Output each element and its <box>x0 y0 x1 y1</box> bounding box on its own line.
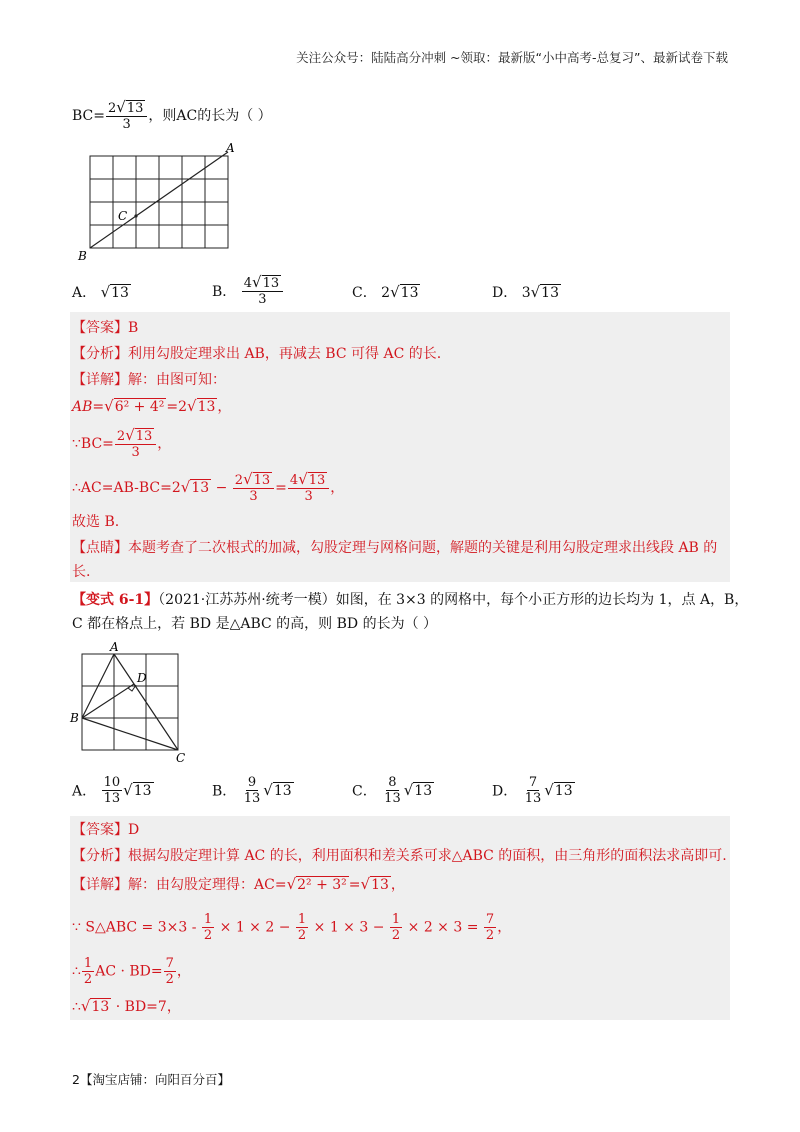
q1-comment-2: 长. <box>72 564 91 580</box>
q2-stem-1: 【变式 6-1】（2021·江苏苏州·统考一模）如图，在 3×3 的网格中，每个小正方形的边长均为 1，点 A，B， <box>72 592 749 608</box>
q1-grid-figure <box>72 140 252 265</box>
q1-point-c <box>134 214 137 217</box>
q1-stem <box>72 100 272 132</box>
q2-option-b: B． $\frac{9}{13}$ √13 <box>212 775 292 806</box>
q1-analysis: 【分析】利用勾股定理求出 AB，再减去 BC 可得 AC 的长. <box>72 346 442 362</box>
q1-option-d: D． 3√13 <box>492 283 559 301</box>
q2-label-b: B <box>70 711 79 725</box>
q2-detail-line1: 【详解】解：由勾股定理得：AC=√2² + 3² =√13 ， <box>72 875 405 893</box>
q1-detail-line1: AB=√6² + 4² =2√13 ， <box>72 397 232 415</box>
q2-altitude-bd <box>82 684 134 718</box>
q1-detail-line2: ∵BC= $\frac{2√13}{3}$ ， <box>72 426 172 460</box>
q1-bc-fraction: $\frac{2√13}{3}$ <box>106 100 147 132</box>
q2-tag: 【变式 6-1】 <box>72 592 159 608</box>
q2-option-a: A． $\frac{10}{13}$ √13 <box>72 775 152 806</box>
page-header: 关注公众号：陆陆高分冲刺 ~领取：最新版“小中高考-总复习”、最新试卷下载 <box>296 50 728 65</box>
q2-detail-line2: ∵ S△ABC = 3×3 - $\frac{1}{2}$ × 1 × 2 − $\frac{1}{2}$ × 1 × 3 − $\frac{1}{2}$ × 2 × 3 = $\frac{7}{2}$ ， <box>72 912 512 943</box>
q2-triangle <box>82 654 178 750</box>
q1-option-a: A． √13 <box>72 283 129 301</box>
q1-detail-heading: 【详解】解：由图可知： <box>72 372 226 388</box>
q1-option-b: B． $\frac{4√13}{3}$ <box>212 275 284 307</box>
q1-option-c: C． 2√13 <box>352 283 419 301</box>
q2-option-c: C． $\frac{8}{13}$ √13 <box>352 775 433 806</box>
q2-answer: 【答案】D <box>72 822 140 838</box>
q2-detail-line3: ∴ $\frac{1}{2}$ AC · BD= $\frac{7}{2}$ ， <box>72 956 191 987</box>
page-footer: 2【淘宝店铺：向阳百分百】 <box>72 1072 230 1087</box>
q2-stem-2: C 都在格点上，若 BD 是△ABC 的高，则 BD 的长为（ ） <box>72 616 438 632</box>
q2-detail-line4: ∴√13 · BD=7， <box>72 997 181 1015</box>
q2-label-c: C <box>176 751 186 765</box>
q1-label-a: A <box>226 141 235 155</box>
q1-label-c: C <box>118 209 128 223</box>
q2-analysis: 【分析】根据勾股定理计算 AC 的长，利用面积和差关系可求△ABC 的面积，由三角形的面积法求高即可. <box>72 848 727 864</box>
q2-grid-figure <box>68 640 198 765</box>
q1-stem-pre: BC= <box>72 108 105 124</box>
q2-grid-lines <box>82 654 178 750</box>
q1-answer: 【答案】B <box>72 320 139 336</box>
q2-label-a: A <box>110 640 119 654</box>
q1-label-b: B <box>78 249 87 263</box>
q1-detail-line3: ∴AC=AB-BC=2√13 − $\frac{2√13}{3}$ = $\frac{4√13}{3}$ ， <box>72 470 345 504</box>
q2-option-d: D． $\frac{7}{13}$ √13 <box>492 775 573 806</box>
q2-label-d: D <box>137 671 147 685</box>
q1-comment-1: 【点睛】本题考查了二次根式的加减，勾股定理与网格问题，解题的关键是利用勾股定理求出线段 AB 的 <box>72 540 718 556</box>
q1-stem-post: ，则AC的长为（ ） <box>148 108 272 124</box>
q1-conclusion: 故选 B. <box>72 514 120 530</box>
